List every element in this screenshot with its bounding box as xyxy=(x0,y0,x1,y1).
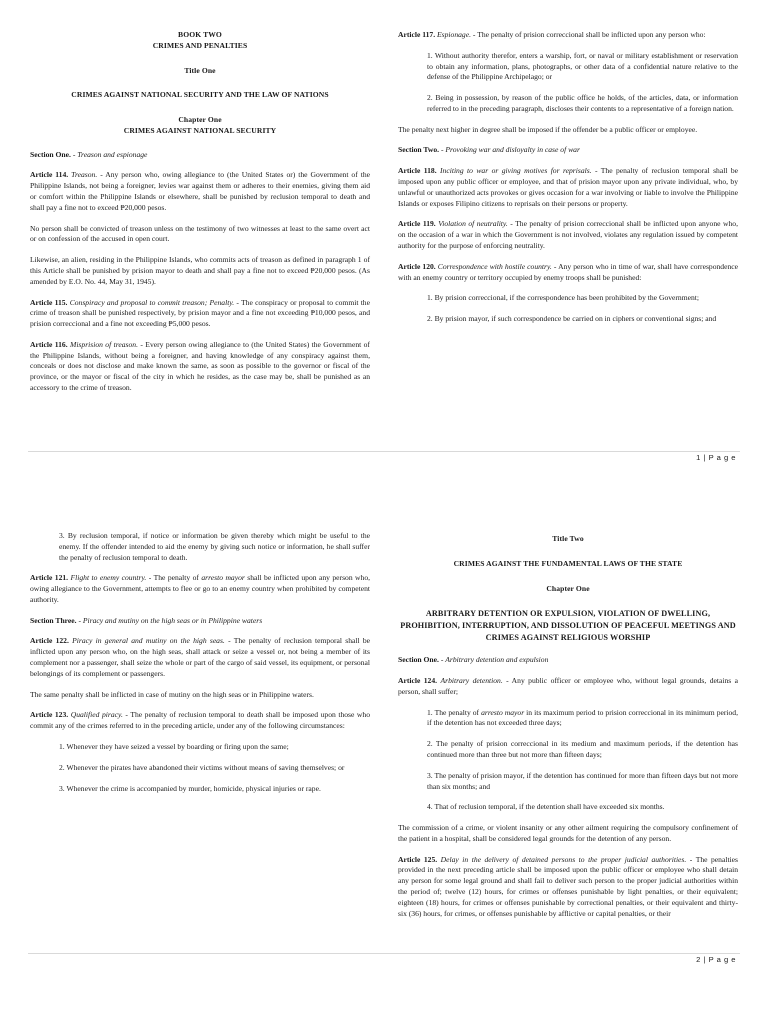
article-124-item-2: 2. The penalty of prision correccional in its medium and maximum periods, if the detention has continued more than three but not more than fifteen days; xyxy=(427,739,738,759)
chapter-heading: Chapter One xyxy=(546,583,590,593)
article-text: - The penalty of reclusion temporal shall be imposed upon any public officer or employee, and that of prision mayor upon any private individual, who, by unlawful or unauthorized acts provokes or gives occasion for a war involving or liable to involve the Philippine Islands or exposes Filipino citizens to reprisals on their persons or property. xyxy=(398,166,739,208)
section-heading: Section Two. - Provoking war and disloyalty in case of war xyxy=(398,145,580,155)
article-title: Misprision of treason. xyxy=(70,339,138,349)
chapter-subheading: ARBITRARY DETENTION OR EXPULSION, VIOLATION OF DWELLING, PROHIBITION, INTERRUPTION, AND DISSOLUTION OF PEACEFUL MEETINGS AND CRIMES AGAINST RELIGIOUS WORSHIP xyxy=(400,609,736,642)
article-label: Article 122. xyxy=(30,636,69,646)
page-1-right-column xyxy=(398,30,738,325)
book-heading: BOOK TWO xyxy=(178,30,222,39)
article-label: Article 123. xyxy=(30,710,69,720)
article-title: Correspondence with hostile country. xyxy=(437,261,552,271)
article-label: Article 124. xyxy=(398,676,438,686)
section-label: Section Two. xyxy=(398,145,440,155)
page-number: 1 | P a g e xyxy=(696,453,736,462)
item-text: in its maximum period to prision correccional in its minimum period, if the detention has not exceeded three days; xyxy=(427,707,738,728)
section-label: Section One. xyxy=(30,149,71,159)
page-footer-divider xyxy=(28,451,740,452)
section-heading: Section One. - Arbitrary detention and expulsion xyxy=(398,655,549,665)
article-label: Article 121. xyxy=(30,573,69,583)
article-label: Article 118. xyxy=(398,166,437,176)
article-title: Conspiracy and proposal to commit treason; Penalty. xyxy=(69,297,235,307)
item-text: 1. The penalty of xyxy=(427,707,482,717)
article-124 xyxy=(398,676,738,698)
section-title: Treason and espionage xyxy=(77,149,148,159)
article-title: Qualified piracy. xyxy=(70,710,123,720)
article-117-item-2: 2. Being in possession, by reason of the public office he holds, of the articles, data, or information referred to in the preceding paragraph, discloses their contents to a representative of a foreign nation. xyxy=(427,93,738,113)
article-label: Article 114. xyxy=(30,170,69,180)
title-subheading: CRIMES AGAINST THE FUNDAMENTAL LAWS OF THE STATE xyxy=(453,558,683,568)
section-heading: Section One. - Treason and espionage xyxy=(30,149,148,159)
article-label: Article 119. xyxy=(398,219,436,229)
article-text: - The conspiracy or proposal to commit the crime of treason shall be punished respectively, by prision mayor and a fine not exceeding ₱10,000 pesos, and prision correccional and a fine not exceeding ₱5,000 pesos. xyxy=(30,297,370,329)
article-title: Piracy in general and mutiny on the high seas. xyxy=(72,636,225,646)
article-label: Article 115. xyxy=(30,297,68,307)
page-1 xyxy=(0,0,768,470)
page-number: 2 | P a g e xyxy=(696,955,736,964)
article-116 xyxy=(30,340,370,394)
article-117-item-1: 1. Without authority therefor, enters a warship, fort, or naval or military establishment or reservation to obtain any information, plans, photographs, or other data of a confidential nature relative to the defense of the Philippine Archipelago; or xyxy=(427,50,738,82)
article-122 xyxy=(30,636,370,679)
article-title: Delay in the delivery of detained persons to the proper judicial authorities. xyxy=(440,854,687,864)
section-label: Section Three. xyxy=(30,615,77,625)
article-text: - The penalty of prision correccional shall be inflicted upon any person who: xyxy=(472,30,706,39)
article-title: Flight to enemy country. xyxy=(70,573,147,583)
page-2-left-column xyxy=(30,531,370,794)
article-120 xyxy=(398,262,738,284)
title-heading: Title Two xyxy=(552,534,584,543)
section-title: Arbitrary detention and expulsion xyxy=(445,655,549,665)
article-title: Violation of neutrality. xyxy=(438,219,508,229)
article-125 xyxy=(398,855,738,920)
section-label: Section One. xyxy=(398,655,439,665)
article-120-item-1: 1. By prision correccional, if the correspondence has been prohibited by the Government; xyxy=(427,293,700,303)
article-label: Article 117. xyxy=(398,30,436,39)
page-footer-divider xyxy=(28,953,740,954)
article-text: - The penalty of prision correccional shall be inflicted upon anyone who, on the occasion of a war in which the Government is not involved, violates any regulation issued by competent authority for the purpose of enforcing neutrality. xyxy=(398,219,738,250)
article-124-item-3: 3. The penalty of prision mayor, if the detention has continued for more than fifteen days but not more than six months; and xyxy=(427,770,738,791)
article-text: - Every person owing allegiance to (the United States) the Government of the Philippine Islands, without being a foreigner, and having knowledge of any conspiracy against them, conceals or does not disclose and make known the same, as soon as possible to the governor or fiscal of the province, or the mayor or fiscal of the city in which he resides, as the case may be, shall be punished as an accessory to the crime of treason. xyxy=(30,339,370,392)
article-text: shall be inflicted upon any person who, owing allegiance to the Government, attempts to flee or go to an enemy country when prohibited by competent authority. xyxy=(30,573,371,604)
article-114-paragraph-2: No person shall be convicted of treason unless on the testimony of two witnesses at least to the same overt act or on confession of the accused in open court. xyxy=(30,223,370,244)
article-text: - The penalty of reclusion temporal to death shall be imposed upon those who commit any of the crimes referred to in the preceding article, under any of the following circumstances: xyxy=(30,710,370,731)
article-text: - The penalty of xyxy=(148,573,202,583)
article-117 xyxy=(398,30,738,41)
chapter-heading: Chapter One xyxy=(178,115,222,125)
title-heading: Title One xyxy=(184,65,216,75)
article-text: - Any public officer or employee who, without legal grounds, detains a person, shall suffer; xyxy=(398,676,738,696)
article-123-item-3: 3. Whenever the crime is accompanied by murder, homicide, physical injuries or rape. xyxy=(59,783,321,793)
article-119 xyxy=(398,219,738,251)
article-124-item-4: 4. That of reclusion temporal, if the detention shall have exceeded six months. xyxy=(427,802,665,812)
article-label: Article 116. xyxy=(30,339,68,349)
article-120-item-3: 3. By reclusion temporal, if notice or information be given thereby which might be useful to the enemy. If the offender intended to aid the enemy by giving such notice or information, he shall suffer the penalty of reclusion temporal to death. xyxy=(59,531,370,562)
article-124-paragraph-2: The commission of a crime, or violent insanity or any other ailment requiring the compulsory confinement of the patient in a hospital, shall be considered legal grounds for the detention of any person. xyxy=(398,823,738,843)
article-123-item-2: 2. Whenever the pirates have abandoned their victims without means of saving themselves; or xyxy=(59,762,345,772)
title-subheading: CRIMES AGAINST NATIONAL SECURITY AND THE LAW OF NATIONS xyxy=(71,90,329,100)
article-title: Arbitrary detention. xyxy=(440,676,503,686)
article-text: - Any person who in time of war, shall have correspondence with an enemy country or territory occupied by enemy troops shall be punished: xyxy=(398,261,738,282)
article-114-paragraph-3: Likewise, an alien, residing in the Philippine Islands, who commits acts of treason as defined in paragraph 1 of this Article shall be punished by prision mayor to death and shall pay a fine not to exceed ₱20,000 pesos. (As amended by E.O. No. 44, May 31, 1945). xyxy=(30,255,370,286)
article-label: Article 120. xyxy=(398,261,436,271)
section-title: Provoking war and disloyalty in case of war xyxy=(445,145,580,155)
article-115 xyxy=(30,298,370,330)
book-subheading: CRIMES AND PENALTIES xyxy=(152,40,248,50)
article-title: Espionage. xyxy=(437,30,471,39)
page-2 xyxy=(0,512,768,1024)
article-118 xyxy=(398,166,738,209)
article-title: Treason. xyxy=(71,170,98,180)
section-title: Piracy and mutiny on the high seas or in Philippine waters xyxy=(82,615,263,625)
page-2-right-column xyxy=(398,534,738,919)
article-120-item-2: 2. By prision mayor, if such correspondence be carried on in ciphers or conventional signs; and xyxy=(427,314,717,324)
article-text-emphasis: arresto mayor xyxy=(201,573,245,583)
article-122-paragraph-2: The same penalty shall be inflicted in case of mutiny on the high seas or in Philippine waters. xyxy=(30,689,314,699)
article-text: - The penalty of reclusion temporal shall be inflicted upon any person who, on the high seas, shall attack or seize a vessel or, not being a member of its complement nor a passenger, shall seize the whole or part of the cargo of said vessel, its equipment, or personal belongings of its complement or passengers. xyxy=(30,636,371,678)
chapter-subheading: CRIMES AGAINST NATIONAL SECURITY xyxy=(123,125,277,135)
item-text-emphasis: arresto mayor xyxy=(481,707,525,717)
section-heading: Section Three. - Piracy and mutiny on the high seas or in Philippine waters xyxy=(30,615,263,625)
article-114 xyxy=(30,170,370,213)
article-117-paragraph-2: The penalty next higher in degree shall be imposed if the offender be a public officer or employee. xyxy=(398,124,698,134)
article-123-item-1: 1. Whenever they have seized a vessel by boarding or firing upon the same; xyxy=(59,741,289,751)
article-text: - Any person who, owing allegiance to (the United States or) the Government of the Philippine Islands, not being a foreigner, levies war against them or adheres to their enemies, giving them aid or comfort within the Philippine Islands or elsewhere, shall be punished by reclusion temporal to death and shall pay a fine not to exceed ₱20,000 pesos. xyxy=(30,170,370,212)
article-text: - The penalties provided in the next preceding article shall be imposed upon the public officer or employee who shall detain any person for some legal ground and shall fail to deliver such person to the proper judicial authorities within the period of; twelve (12) hours, for crimes or offenses punishable by light penalties, or their equivalent; eighteen (18) hours, for crimes or offenses punishable by correctional penalties, or their equivalent and thirty-six (36) hours, for crimes, or offenses punishable by afflictive or capital penalties, or their xyxy=(398,854,738,918)
article-title: Inciting to war or giving motives for reprisals. xyxy=(440,166,592,176)
article-label: Article 125. xyxy=(398,854,438,864)
article-124-item-1 xyxy=(398,708,738,730)
page-1-left-column xyxy=(30,30,370,394)
article-121 xyxy=(30,573,370,605)
article-123 xyxy=(30,710,370,732)
